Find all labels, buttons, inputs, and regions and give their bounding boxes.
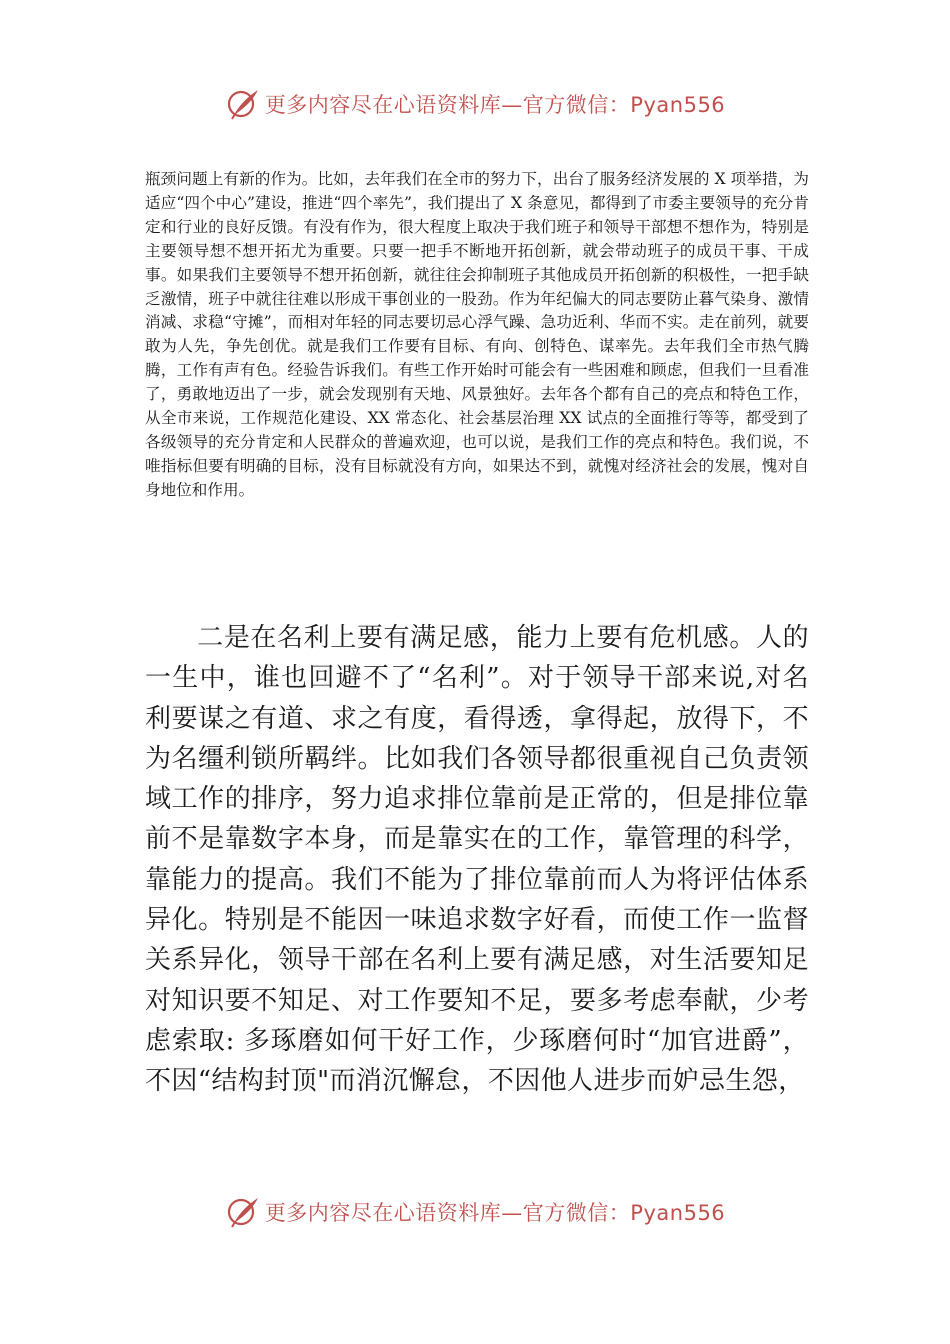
header-banner	[0, 84, 950, 124]
quill-pen-icon	[225, 1194, 261, 1230]
header-banner-text: 更多内容尽在心语资料库—官方微信：Pyan556	[264, 93, 726, 117]
footer-banner-text: 更多内容尽在心语资料库—官方微信：Pyan556	[264, 1201, 726, 1225]
body-paragraph-2-text: 二是在名利上要有满足感，能力上要有危机感。人的一生中，谁也回避不了“名利”。对于领导干部来说,对名利要谋之有道、求之有度，看得透，拿得起，放得下，不为名缰利锁所羁绊。比如我们各领导都很重视自己负责领域工作的排序，努力追求排位靠前是正常的，但是排位靠前不是靠数字本身，而是靠实在的工作，靠管理的科学，靠能力的提高。我们不能为了排位靠前而人为将评估体系异化。特别是不能因一味追求数字好看，而使工作一监督关系异化，领导干部在名利上要有满足感，对生活要知足对知识要不知足、对工作要知不足，要多考虑奉献，少考虑索取: 多琢磨如何干好工作，少琢磨何时“加官进爵”，不因“结构封顶"而消沉懈怠，不因他人进步而妒忌生怨，	[145, 623, 809, 1097]
footer-banner	[0, 1192, 950, 1232]
body-paragraph-2	[145, 618, 809, 1102]
body-paragraph-1: 瓶颈问题上有新的作为。比如，去年我们在全市的努力下，出台了服务经济发展的 X 项举措，为适应“四个中心”建设，推进“四个率先”，我们提出了 X 条意见，都得到了市委主要领导的充分肯定和行业的良好反馈。有没有作为，很大程度上取决于我们班子和领导干部想不想作为，特别是主要领导想不想开拓尤为重要。只要一把手不断地开拓创新，就会带动班子的成员干事、干成事。如果我们主要领导不想开拓创新，就往往会抑制班子其他成员开拓创新的积极性，一把手缺乏激情，班子中就往往难以形成干事创业的一股劲。作为年纪偏大的同志要防止暮气染身、激情消减、求稳“守摊”，而相对年轻的同志要切忌心浮气躁、急功近利、华而不实。走在前列，就要敢为人先，争先创优。就是我们工作要有目标、有向、创特色、谋率先。去年我们全市热气腾腾，工作有声有色。经验告诉我们。有些工作开始时可能会有一些困难和顾虑，但我们一旦看准了，勇敢地迈出了一步，就会发现别有天地、风景独好。去年各个都有自己的亮点和特色工作，从全市来说，工作规范化建设、XX 常态化、社会基层治理 XX 试点的全面推行等等，都受到了各级领导的充分肯定和人民群众的普遍欢迎，也可以说，是我们工作的亮点和特色。我们说，不唯指标但要有明确的目标，没有目标就没有方向，如果达不到，就愧对经济社会的发展，愧对自身地位和作用。	[145, 170, 809, 499]
quill-pen-icon	[225, 86, 261, 122]
